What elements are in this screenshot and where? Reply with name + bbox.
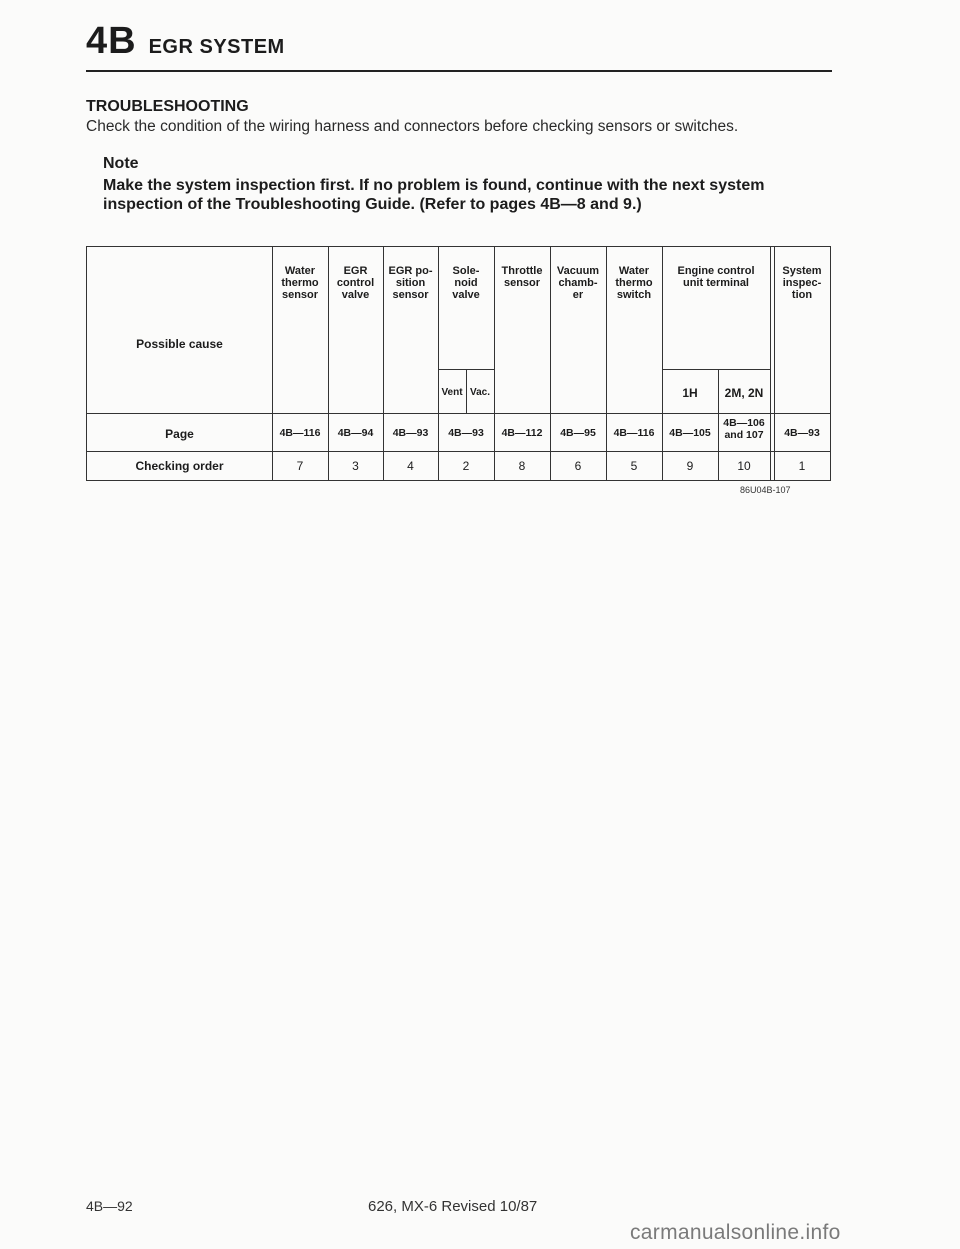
page-cell: 4B—105 (669, 427, 711, 439)
row-label-possible-cause: Possible cause (136, 337, 223, 351)
sub-header-1h: 1H (682, 386, 698, 400)
order-cell: 1 (798, 459, 806, 473)
chapter-number: 4B (86, 20, 137, 62)
sub-header-2m-2n: 2M, 2N (724, 386, 764, 400)
col-header-throttle-sensor: Throttle sensor (501, 265, 543, 289)
page-cell: 4B—95 (560, 427, 596, 439)
order-cell: 6 (574, 459, 582, 473)
col-header-egr-control-valve: EGR control valve (336, 265, 375, 301)
page-cell: 4B—94 (337, 427, 374, 439)
order-cell: 3 (352, 459, 359, 473)
note-text: Make the system inspection first. If no problem is found, continue with the next system inspection of the Troubleshooting Guide. (Refer to pages 4B—8 and 9.) (103, 177, 765, 213)
order-cell: 10 (737, 459, 751, 473)
chapter-title: EGR SYSTEM (148, 36, 285, 58)
col-header-egr-position-sensor: EGR po- sition sensor (388, 265, 433, 301)
footer-model: 626, MX-6 Revised 10/87 (368, 1198, 538, 1215)
page-cell: 4B—116 (279, 427, 321, 439)
order-cell: 8 (518, 459, 526, 473)
figure-id: 86U04B-107 (740, 485, 791, 495)
col-header-water-thermo-switch: Water thermo switch (615, 265, 653, 301)
order-cell: 9 (686, 459, 694, 473)
troubleshooting-table (86, 246, 831, 481)
page-cell: 4B—93 (448, 427, 484, 439)
page-cell: 4B—106 and 107 (723, 417, 765, 441)
chapter-header (86, 22, 285, 60)
col-header-solenoid-valve: Sole- noid valve (452, 265, 480, 301)
watermark-link[interactable]: carmanualsonline.info (630, 1221, 841, 1244)
order-cell: 7 (296, 459, 304, 473)
order-cell: 4 (407, 459, 414, 473)
header-rule (86, 70, 832, 72)
row-label-page: Page (165, 427, 194, 441)
section-title: TROUBLESHOOTING (86, 98, 249, 115)
section-text: Check the condition of the wiring harness and connectors before checking sensors or switches. (86, 118, 739, 135)
col-header-vacuum-chamber: Vacuum chamb- er (556, 265, 600, 301)
row-label-checking-order: Checking order (135, 459, 224, 473)
col-header-system-inspection: System inspec- tion (782, 265, 822, 301)
note-label: Note (103, 155, 139, 172)
page-cell: 4B—93 (392, 427, 429, 439)
col-header-engine-control-unit-terminal: Engine control unit terminal (677, 265, 755, 289)
page-cell: 4B—93 (784, 427, 820, 439)
order-cell: 5 (630, 459, 638, 473)
order-cell: 2 (462, 459, 470, 473)
sub-header-vent: Vent (441, 387, 463, 398)
sub-header-vac: Vac. (469, 387, 491, 398)
page-cell: 4B—112 (501, 427, 543, 439)
footer-page-number: 4B—92 (86, 1198, 133, 1214)
page-cell: 4B—116 (613, 427, 655, 439)
col-header-water-thermo-sensor: Water thermo sensor (281, 265, 319, 301)
